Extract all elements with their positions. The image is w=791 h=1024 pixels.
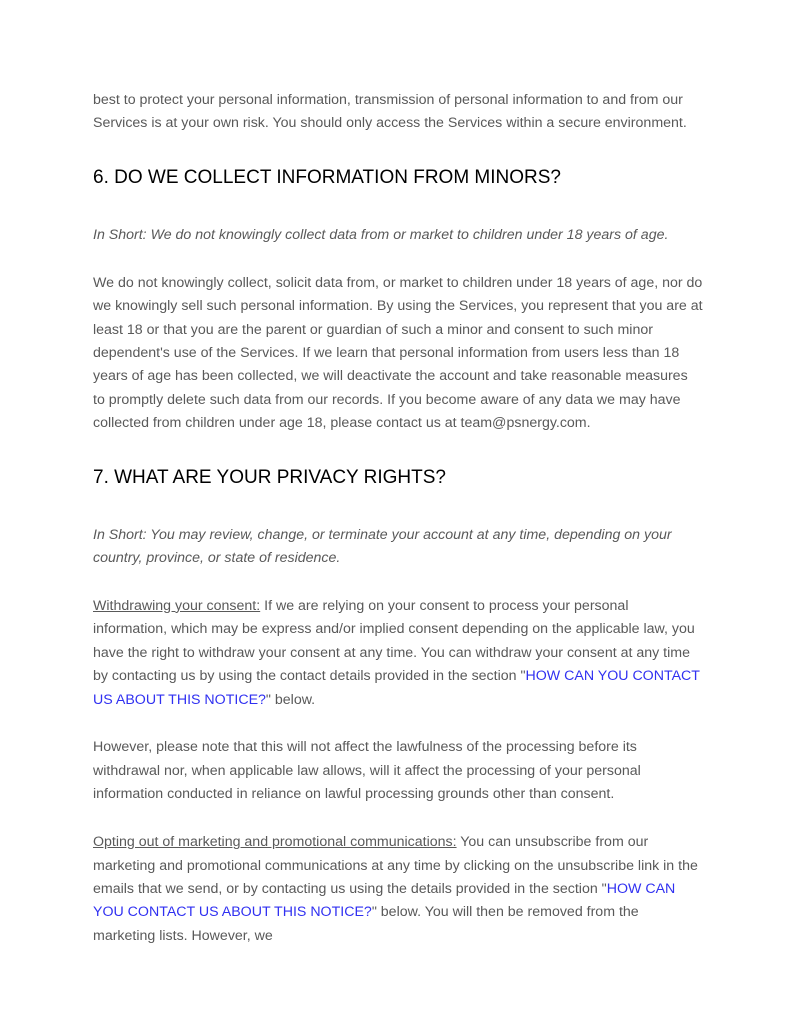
contact-us-link[interactable]: HOW CAN YOU CONTACT US ABOUT THIS NOTICE? bbox=[93, 668, 700, 708]
section-6-summary: In Short: We do not knowingly collect data from or market to children under 18 years of age. bbox=[93, 226, 669, 243]
opt-out-label: Opting out of marketing and promotional communications: bbox=[93, 834, 457, 851]
contact-us-link-2[interactable]: HOW CAN YOU CONTACT US ABOUT THIS NOTICE? bbox=[93, 880, 676, 921]
section-6-heading: 6. DO WE COLLECT INFORMATION FROM MINORS? bbox=[93, 166, 561, 188]
withdraw-consent-text: If we are relying on your consent to process your personal information, which may be express and/or implied consent depending on the applicable law, you have the right to withdraw your consent at any time. You can withdraw your consent at any time by contacting us by using the contact details provided in the section " bbox=[93, 597, 695, 685]
opt-out-paragraph bbox=[93, 831, 703, 948]
withdraw-consent-paragraph bbox=[93, 595, 703, 712]
section-6-body: We do not knowingly collect, solicit data from, or market to children under 18 years of age, nor do we knowingly sell such personal information. By using the Services, you represent that you are at least 18 or that you are the parent or guardian of such a minor and consent to such minor dependent's use of the Services. If we learn that personal information from users less than 18 years of age has been collected, we will deactivate the account and take reasonable measures to promptly delete such data from our records. If you become aware of any data we may have collected from children under age 18, please contact us at team@psnergy.com. bbox=[93, 274, 703, 432]
document-page bbox=[93, 89, 703, 948]
opt-out-text: You can unsubscribe from our marketing and promotional communications at any time by clicking on the unsubscribe link in the emails that we send, or by contacting us using the details provided in the section " bbox=[93, 834, 698, 897]
intro-paragraph: best to protect your personal information, transmission of personal information to and from our Services is at your own risk. You should only access the Services within a secure environment. bbox=[93, 92, 687, 132]
section-7-heading: 7. WHAT ARE YOUR PRIVACY RIGHTS? bbox=[93, 466, 446, 488]
opt-out-text-end: " below. You will then be removed from the marketing lists. However, we bbox=[93, 904, 639, 944]
withdraw-consent-text-end: " below. bbox=[265, 691, 316, 708]
withdraw-consent-label: Withdrawing your consent: bbox=[93, 597, 261, 614]
section-7-summary: In Short: You may review, change, or terminate your account at any time, depending on your country, province, or state of residence. bbox=[93, 526, 672, 566]
however-paragraph: However, please note that this will not affect the lawfulness of the processing before its withdrawal nor, when applicable law allows, will it affect the processing of your personal information conducted in reliance on lawful processing grounds other than consent. bbox=[93, 739, 641, 803]
